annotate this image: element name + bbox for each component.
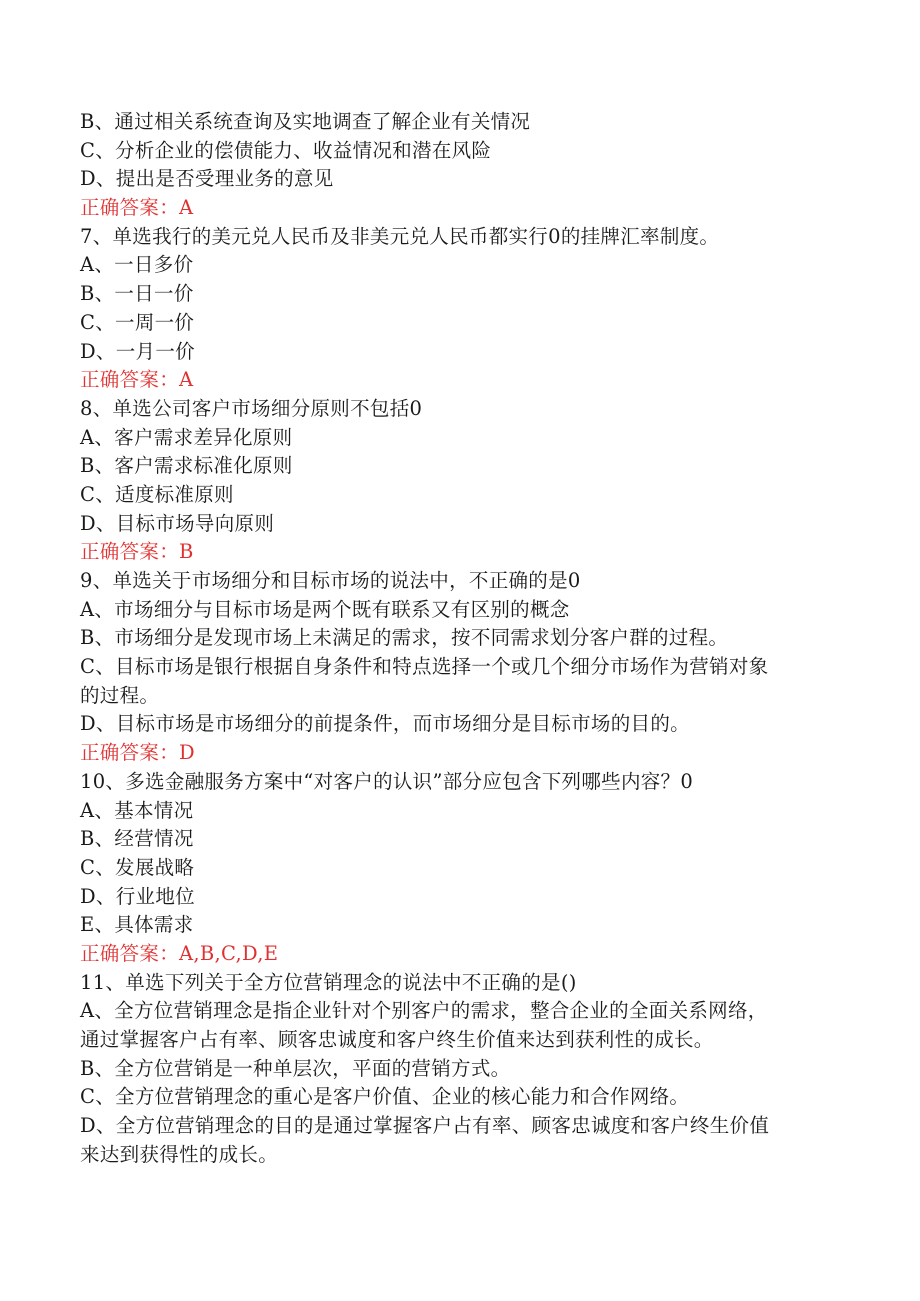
option-line: C、目标市场是银行根据自身条件和特点选择一个或几个细分市场作为营销对象 [80, 655, 769, 679]
answer-line: 正确答案：A,B,C,D,E [80, 941, 279, 965]
option-line: 的过程。 [80, 683, 160, 707]
option-line: A、基本情况 [80, 798, 194, 822]
question-line: 9、单选关于市场细分和目标市场的说法中，不正确的是0 [80, 569, 581, 592]
question-line: 7、单选我行的美元兑人民币及非美元兑人民币都实行0的挂牌汇率制度。 [80, 224, 720, 248]
question-line: 8、单选公司客户市场细分原则不包括0 [80, 396, 423, 420]
option-line: D、全方位营销理念的目的是通过掌握客户占有率、顾客忠诚度和客户终生价值 [80, 1114, 770, 1138]
option-line: E、具体需求 [80, 913, 194, 937]
answer-line: 正确答案：A [80, 368, 194, 392]
option-line: 来达到获得性的成长。 [80, 1142, 279, 1166]
option-line: D、目标市场是市场细分的前提条件，而市场细分是目标市场的目的。 [80, 712, 690, 736]
option-line: B、经营情况 [80, 827, 194, 851]
option-line: A、客户需求差异化原则 [80, 425, 293, 449]
option-line: C、一周一价 [80, 310, 195, 334]
option-line: B、全方位营销是一种单层次，平面的营销方式。 [80, 1056, 511, 1080]
option-line: D、一月一价 [80, 339, 195, 363]
option-line: B、通过相关系统查询及实地调查了解企业有关情况 [80, 110, 531, 133]
option-line: D、目标市场导向原则 [80, 511, 275, 535]
document-body [80, 108, 840, 1169]
answer-line: 正确答案：A [80, 196, 194, 220]
option-line: B、客户需求标准化原则 [80, 454, 293, 478]
question-line: 11、单选下列关于全方位营销理念的说法中不正确的是() [80, 970, 577, 994]
option-line: D、行业地位 [80, 884, 195, 908]
option-line: A、全方位营销理念是指企业针对个别客户的需求，整合企业的全面关系网络， [80, 999, 768, 1023]
option-line: 通过掌握客户占有率、顾客忠诚度和客户终生价值来达到获利性的成长。 [80, 1028, 714, 1051]
option-line: B、市场细分是发现市场上未满足的需求，按不同需求划分客户群的过程。 [80, 626, 729, 650]
option-line: B、一日一价 [80, 282, 194, 306]
answer-line: 正确答案：B [80, 540, 194, 564]
option-line: C、全方位营销理念的重心是客户价值、企业的核心能力和合作网络。 [80, 1085, 690, 1109]
option-line: D、提出是否受理业务的意见 [80, 167, 334, 191]
option-line: A、市场细分与目标市场是两个既有联系又有区别的概念 [80, 597, 570, 621]
option-line: C、适度标准原则 [80, 482, 234, 506]
answer-line: 正确答案：D [80, 741, 195, 765]
question-line: 10、多选金融服务方案中“对客户的认识”部分应包含下列哪些内容？0 [80, 769, 694, 793]
option-line: A、一日多价 [80, 253, 194, 277]
option-line: C、发展战略 [80, 855, 195, 879]
option-line: C、分析企业的偿债能力、收益情况和潜在风险 [80, 138, 492, 162]
